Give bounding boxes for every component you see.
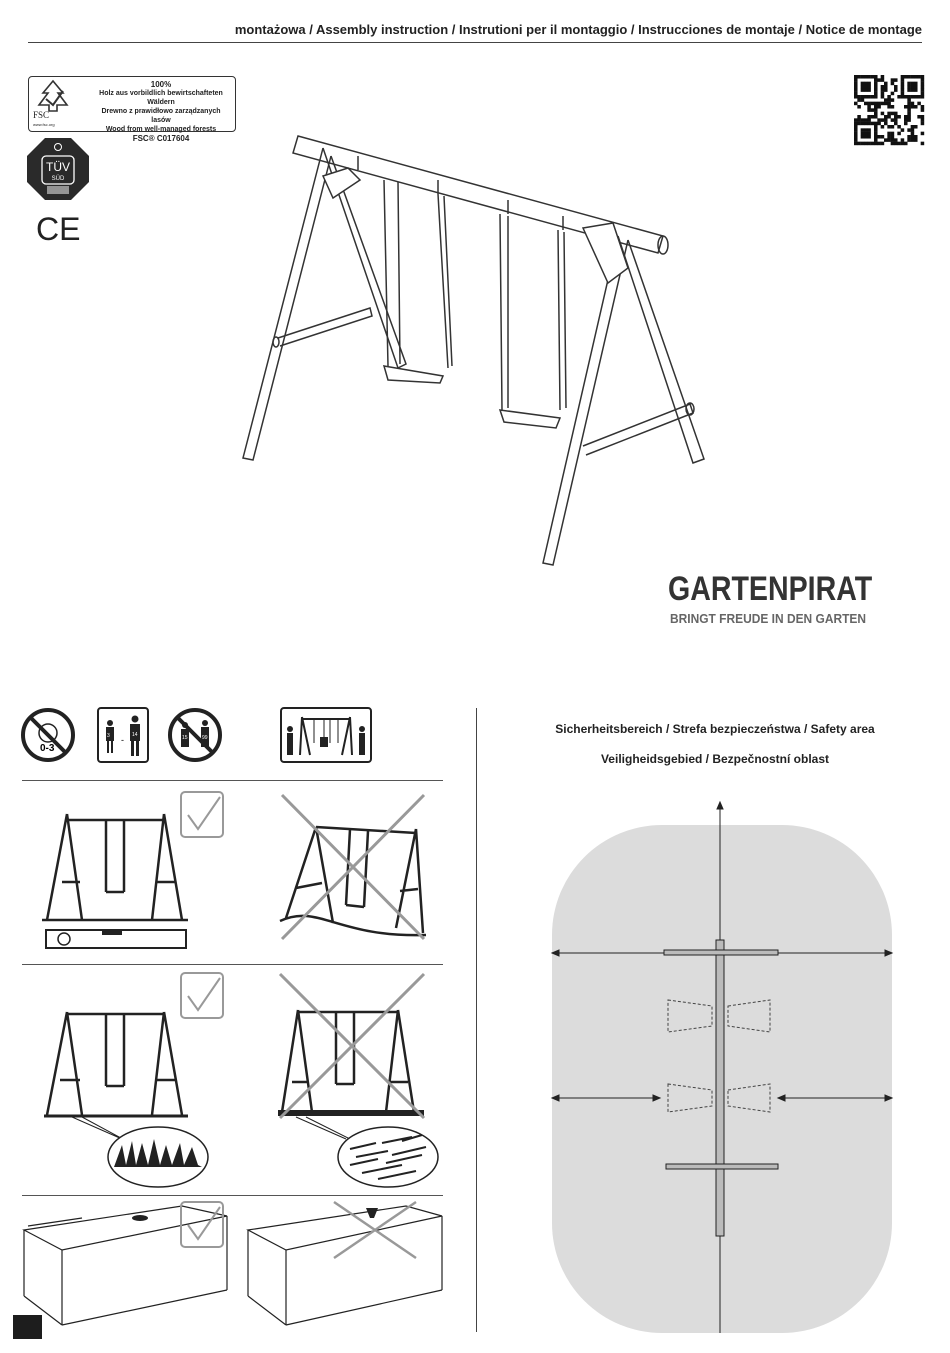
fsc-text (91, 80, 231, 143)
safety-area-title: Sicherheitsbereich / Strefa bezpieczeństwa / Safety area (555, 722, 875, 736)
adult-supervision-icon (280, 707, 372, 763)
column-divider (476, 708, 477, 1332)
ce-text: CE (36, 211, 81, 247)
safety-area-diagram (550, 800, 895, 1335)
fsc-url: www.fsc.org (33, 122, 55, 127)
swing-set-illustration (238, 128, 698, 588)
level-ground-correct-illustration (42, 812, 192, 952)
checkmark-icon (180, 972, 224, 1020)
age-right: 14 (132, 732, 138, 738)
tuv-sud-badge-icon (27, 138, 89, 200)
grass-ground-correct-illustration (42, 1000, 192, 1120)
age-range-allowed-icon (97, 707, 149, 763)
section-divider (22, 964, 443, 965)
paved-ground-wrong-illustration (278, 972, 428, 1096)
fsc-line-1: Holz aus vorbildlich bewirtschafteten Wäldern (99, 90, 223, 106)
header-divider (28, 42, 922, 43)
section-divider (22, 780, 443, 781)
checkmark-icon (180, 791, 224, 839)
fsc-line-2: Drewno z prawidłowo zarządzanych lasów (101, 108, 221, 124)
age-restriction-label: 0-3 (40, 743, 55, 754)
safety-area-subtitle: Veiligheidsgebied / Bezpečnostní oblast (600, 752, 830, 766)
paving-detail-icon (292, 1115, 442, 1190)
page-number-marker (13, 1315, 42, 1339)
anchor-protruding-wrong-illustration (246, 1200, 446, 1330)
fsc-tree-logo-icon (33, 79, 73, 113)
no-age-right: 99 (202, 735, 208, 741)
fsc-percent: 100% (150, 80, 172, 89)
brand-name: GARTENPIRAT (668, 570, 873, 608)
qr-code-icon (854, 75, 924, 145)
uneven-ground-wrong-illustration (278, 793, 428, 943)
tuv-sub: SÜD (51, 176, 65, 182)
svg-text:-: - (121, 735, 124, 745)
grass-detail-icon (62, 1115, 212, 1190)
no-children-0-3-icon (20, 707, 76, 763)
section-divider (22, 1195, 443, 1196)
ce-mark-icon (36, 211, 81, 247)
fsc-code: FSC® C017604 (132, 134, 190, 143)
fsc-line-3: Wood from well-managed forests (105, 126, 217, 133)
document-header: montażowa / Assembly instruction / Instrutioni per il montaggio / Instrucciones de montaje / Notice de montage (234, 22, 922, 37)
tuv-name: TÜV (46, 160, 70, 174)
checkmark-icon (180, 1201, 224, 1249)
age-left: 3 (107, 733, 110, 739)
fsc-certificate (28, 76, 236, 143)
brand-tagline: BRINGT FREUDE IN DEN GARTEN (670, 611, 867, 626)
no-adults-icon (167, 707, 223, 763)
fsc-label: FSC (33, 110, 50, 120)
no-age-left: 15 (182, 735, 188, 741)
